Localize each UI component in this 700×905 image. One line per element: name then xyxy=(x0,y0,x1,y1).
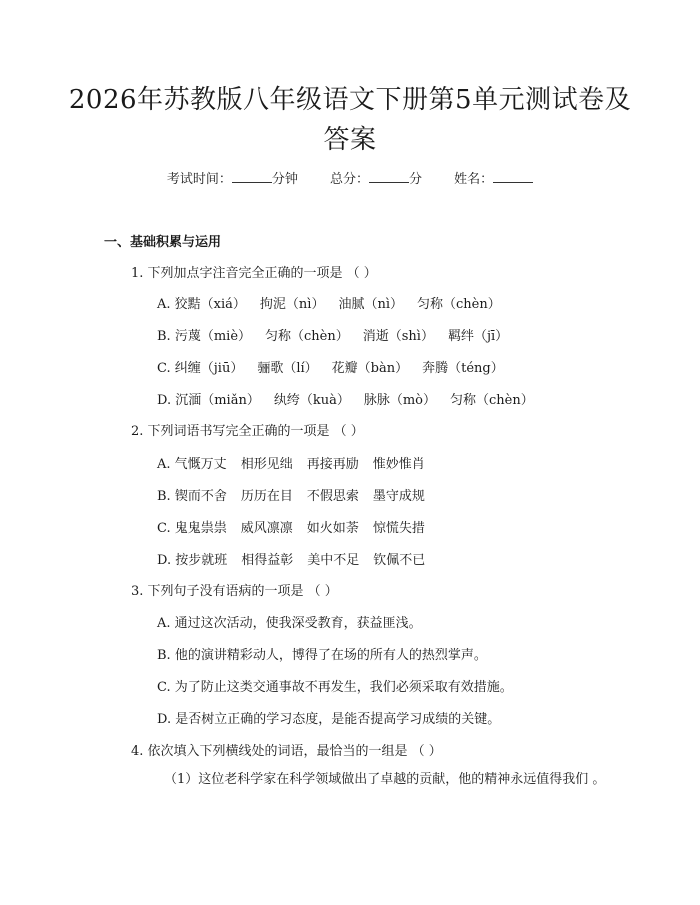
option-word: 奔腾（téng） xyxy=(422,361,504,376)
option-word: 羁绊（jī） xyxy=(447,329,509,344)
option-word: 纨绔（kuà） xyxy=(273,393,350,408)
option-word: 惊慌失措 xyxy=(372,521,425,536)
option-letter: C. xyxy=(157,361,171,376)
option-letter: D. xyxy=(157,712,172,727)
option-letter: B. xyxy=(157,329,171,344)
option-row xyxy=(157,517,439,536)
option-word: 如火如荼 xyxy=(306,521,359,536)
option-word: 相形见绌 xyxy=(240,457,293,472)
name-label: 姓名： xyxy=(454,172,494,187)
option-word: 气慨万丈 xyxy=(174,457,227,472)
option-row xyxy=(157,612,422,631)
option-word: 鬼鬼祟祟 xyxy=(174,521,227,536)
option-word: 沉湎（miǎn） xyxy=(175,393,260,408)
option-row xyxy=(157,325,522,344)
option-sentence: 通过这次活动，使我深受教育，获益匪浅。 xyxy=(174,616,422,631)
option-letter: D. xyxy=(157,393,172,408)
time-blank xyxy=(232,170,272,183)
option-word: 钦佩不已 xyxy=(373,553,426,568)
option-row xyxy=(157,389,548,408)
option-word: 历历在目 xyxy=(240,489,293,504)
time-label: 考试时间： xyxy=(166,172,232,187)
score-unit: 分 xyxy=(409,172,423,187)
exam-time xyxy=(167,172,298,187)
question-stem: 3. 下列句子没有语病的一项是 （ ） xyxy=(131,584,338,599)
question-stem: 2. 下列词语书写完全正确的一项是 （ ） xyxy=(131,424,364,439)
option-word: 锲而不舍 xyxy=(174,489,227,504)
option-word: 匀称（chèn） xyxy=(416,297,501,312)
page-title: 2026年苏教版八年级语文下册第5单元测试卷及答案 xyxy=(68,85,632,155)
option-letter: A. xyxy=(157,616,171,631)
option-word: 消逝（shì） xyxy=(362,329,434,344)
option-row xyxy=(157,357,518,376)
option-row xyxy=(157,453,439,472)
option-word: 美中不足 xyxy=(307,553,360,568)
option-sentence: 是否树立正确的学习态度，是能否提高学习成绩的关键。 xyxy=(175,712,501,727)
option-word: 再接再励 xyxy=(306,457,359,472)
option-letter: B. xyxy=(157,648,171,663)
time-unit: 分钟 xyxy=(271,172,298,187)
section-heading: 一、基础积累与运用 xyxy=(104,235,222,250)
option-word: 惟妙惟肖 xyxy=(372,457,425,472)
option-row xyxy=(157,485,439,504)
option-word: 花瓣（bàn） xyxy=(331,361,409,376)
option-word: 按步就班 xyxy=(175,553,228,568)
score-label: 总分： xyxy=(329,172,369,187)
option-word: 油腻（nì） xyxy=(338,297,403,312)
option-letter: A. xyxy=(157,297,171,312)
option-word: 纠缠（jiū） xyxy=(174,361,244,376)
option-word: 墨守成规 xyxy=(372,489,425,504)
exam-score xyxy=(330,172,422,187)
subquestion-text: （1）这位老科学家在科学领域做出了卓越的贡献，他的精神永远值得我们 。 xyxy=(164,772,606,787)
exam-meta xyxy=(0,168,700,187)
option-letter: C. xyxy=(157,521,171,536)
option-word: 污蔑（miè） xyxy=(174,329,252,344)
option-word: 不假思索 xyxy=(306,489,359,504)
option-word: 威风凛凛 xyxy=(240,521,293,536)
option-word: 匀称（chèn） xyxy=(450,393,534,408)
name-blank xyxy=(493,170,533,183)
option-sentence: 他的演讲精彩动人，博得了在场的所有人的热烈掌声。 xyxy=(174,648,487,663)
option-row xyxy=(157,676,513,695)
option-word: 狡黠（xiá） xyxy=(174,297,246,312)
option-word: 匀称（chèn） xyxy=(265,329,349,344)
option-word: 拘泥（nì） xyxy=(259,297,325,312)
option-letter: D. xyxy=(157,553,172,568)
option-word: 骊歌（lí） xyxy=(257,361,318,376)
score-blank xyxy=(369,170,409,183)
option-letter: B. xyxy=(157,489,171,504)
question-stem: 4. 依次填入下列横线处的词语，最恰当的一组是 （ ） xyxy=(131,744,442,759)
option-row xyxy=(157,644,487,663)
exam-name xyxy=(454,172,533,187)
option-word: 相得益彰 xyxy=(241,553,294,568)
option-letter: C. xyxy=(157,680,171,695)
option-row xyxy=(157,293,515,312)
option-row xyxy=(157,549,439,568)
option-letter: A. xyxy=(157,457,171,472)
option-word: 脉脉（mò） xyxy=(363,393,437,408)
option-sentence: 为了防止这类交通事故不再发生，我们必须采取有效措施。 xyxy=(174,680,513,695)
option-row xyxy=(157,708,500,727)
question-stem: 1. 下列加点字注音完全正确的一项是 （ ） xyxy=(131,266,377,281)
